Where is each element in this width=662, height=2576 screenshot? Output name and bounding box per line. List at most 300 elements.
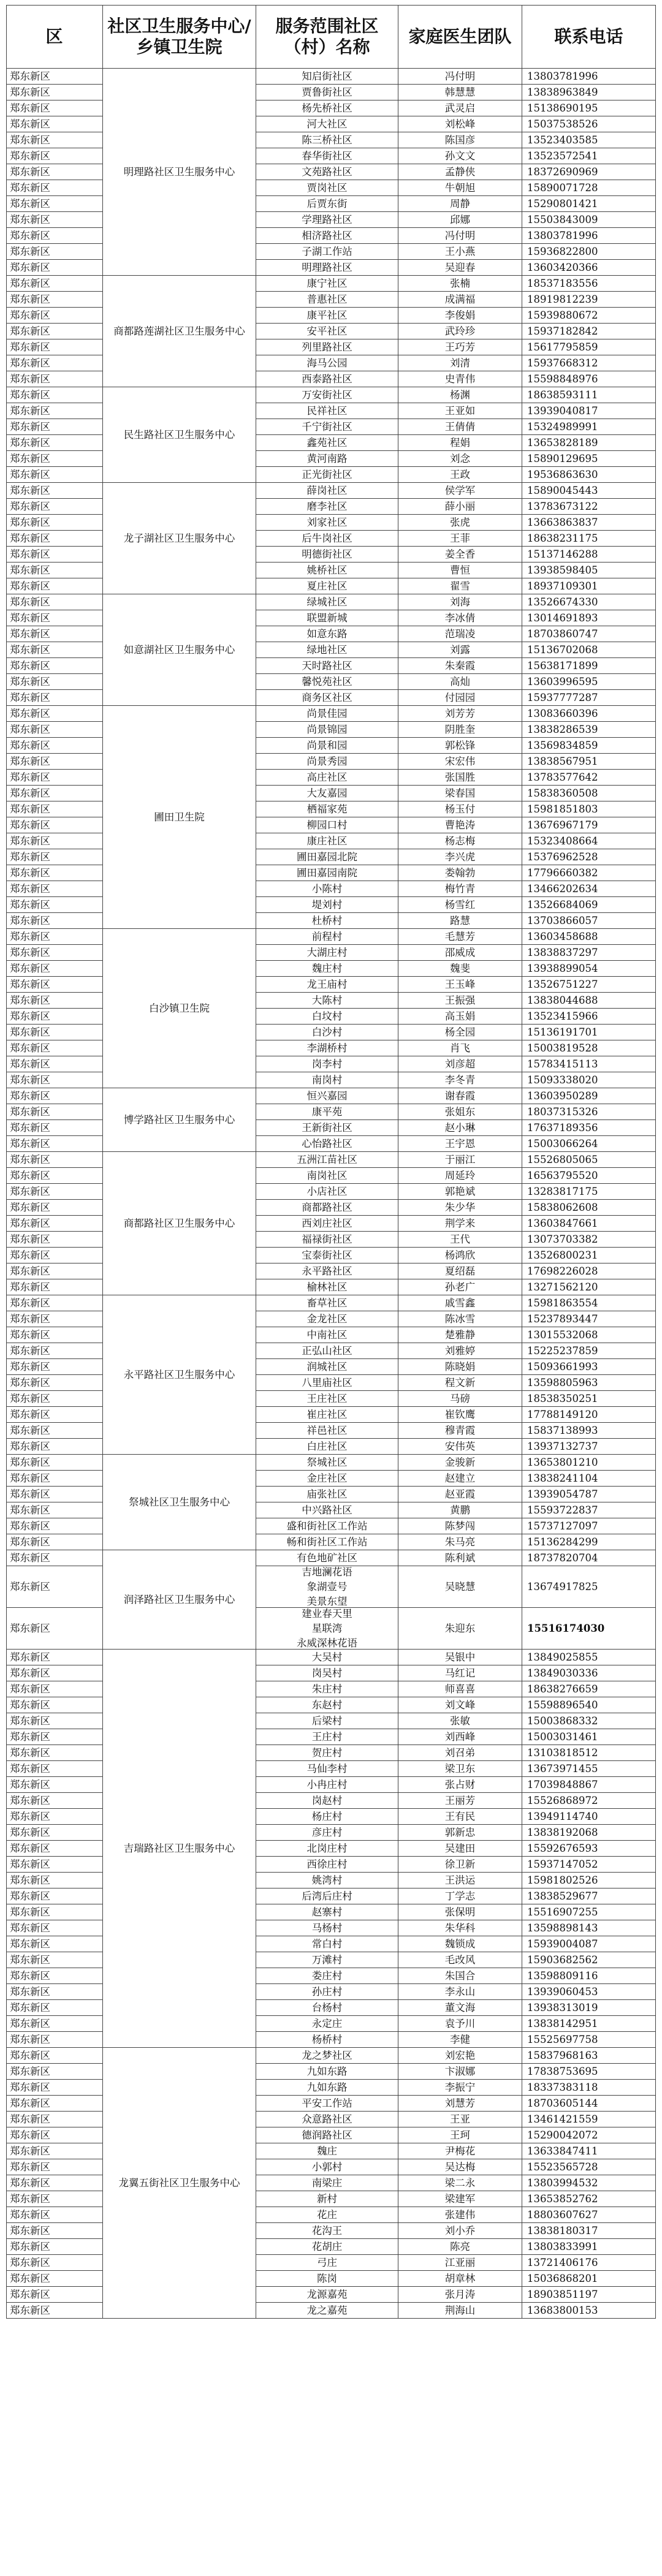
district-cell: 郑东新区 xyxy=(6,1248,103,1263)
community-cell: 白沙村 xyxy=(256,1025,398,1040)
doctor-cell: 黄鹏 xyxy=(398,1502,522,1518)
phone-cell: 13526751227 xyxy=(522,977,656,993)
doctor-cell: 梁春国 xyxy=(398,786,522,801)
phone-cell: 13838567951 xyxy=(522,754,656,770)
district-cell: 郑东新区 xyxy=(6,531,103,547)
doctor-cell: 刘松峰 xyxy=(398,116,522,132)
community-cell: 海马公园 xyxy=(256,355,398,371)
community-cell: 马仙李村 xyxy=(256,1761,398,1777)
community-cell: 姚湾村 xyxy=(256,1873,398,1888)
doctor-cell: 吴达梅 xyxy=(398,2159,522,2175)
doctor-cell: 孙老广 xyxy=(398,1279,522,1295)
community-cell: 畅和街社区工作站 xyxy=(256,1534,398,1550)
community-cell: 魏庄村 xyxy=(256,961,398,977)
district-cell: 郑东新区 xyxy=(6,1681,103,1697)
community-cell: 馨悦苑社区 xyxy=(256,674,398,690)
community-cell: 子湖工作站 xyxy=(256,244,398,260)
district-cell: 郑东新区 xyxy=(6,1904,103,1920)
doctor-cell: 楚雅静 xyxy=(398,1327,522,1343)
community-cell: 磨李社区 xyxy=(256,499,398,515)
community-cell: 姚桥社区 xyxy=(256,563,398,578)
phone-cell: 15136284299 xyxy=(522,1534,656,1550)
community-name-line: 建业春天里 xyxy=(302,1608,352,1619)
phone-cell: 13603996595 xyxy=(522,674,656,690)
community-cell: 杨先桥社区 xyxy=(256,100,398,116)
phone-cell: 15136191701 xyxy=(522,1025,656,1040)
community-cell: 大陈村 xyxy=(256,993,398,1009)
doctor-cell: 武灵启 xyxy=(398,100,522,116)
district-cell: 郑东新区 xyxy=(6,993,103,1009)
district-cell: 郑东新区 xyxy=(6,292,103,308)
doctor-cell: 朱迎东 xyxy=(398,1608,522,1650)
doctor-cell: 孟静侠 xyxy=(398,164,522,180)
doctor-cell: 刘慧芳 xyxy=(398,2096,522,2112)
doctor-cell: 崔钦鹰 xyxy=(398,1407,522,1423)
doctor-cell: 王小燕 xyxy=(398,244,522,260)
doctor-cell: 王振强 xyxy=(398,993,522,1009)
community-cell: 千宁街社区 xyxy=(256,419,398,435)
district-cell: 郑东新区 xyxy=(6,706,103,722)
phone-cell: 17039848867 xyxy=(522,1777,656,1793)
district-cell: 郑东新区 xyxy=(6,2191,103,2207)
community-cell: 贺庄村 xyxy=(256,1745,398,1761)
community-cell: 堤刘村 xyxy=(256,897,398,913)
phone-cell: 13526684069 xyxy=(522,897,656,913)
center-name-cell: 龙子湖社区卫生服务中心 xyxy=(103,483,256,594)
doctor-cell: 朱秦霞 xyxy=(398,658,522,674)
phone-cell: 15937777287 xyxy=(522,690,656,706)
community-cell xyxy=(256,1608,398,1650)
community-cell: 万滩村 xyxy=(256,1952,398,1968)
doctor-cell: 袁予川 xyxy=(398,2016,522,2032)
phone-cell: 15890129695 xyxy=(522,451,656,467)
doctor-cell: 周静 xyxy=(398,196,522,212)
community-cell: 康宁社区 xyxy=(256,276,398,292)
doctor-cell: 翟雪 xyxy=(398,578,522,594)
phone-cell: 15003066264 xyxy=(522,1136,656,1152)
doctor-cell: 魏斐 xyxy=(398,961,522,977)
phone-cell: 13937132737 xyxy=(522,1439,656,1455)
district-cell: 郑东新区 xyxy=(6,1056,103,1072)
phone-cell: 13653852762 xyxy=(522,2191,656,2207)
doctor-cell: 冯付明 xyxy=(398,228,522,244)
doctor-cell: 刘彦超 xyxy=(398,1056,522,1072)
center-name-cell: 商都路社区卫生服务中心 xyxy=(103,1152,256,1295)
doctor-cell: 梁二永 xyxy=(398,2175,522,2191)
district-cell: 郑东新区 xyxy=(6,1152,103,1168)
community-cell: 天时路社区 xyxy=(256,658,398,674)
district-cell: 郑东新区 xyxy=(6,786,103,801)
community-cell: 尚景和园 xyxy=(256,738,398,754)
community-cell: 陈岗 xyxy=(256,2271,398,2287)
doctor-cell: 曹恒 xyxy=(398,563,522,578)
district-cell: 郑东新区 xyxy=(6,547,103,563)
doctor-cell: 魏锁成 xyxy=(398,1936,522,1952)
community-name-line: 星联湾 xyxy=(311,1622,343,1634)
doctor-cell: 尹梅花 xyxy=(398,2143,522,2159)
doctor-cell: 王倩倩 xyxy=(398,419,522,435)
district-cell: 郑东新区 xyxy=(6,1407,103,1423)
phone-cell: 13838180317 xyxy=(522,2223,656,2239)
community-cell: 王新街社区 xyxy=(256,1120,398,1136)
center-name-cell: 明理路社区卫生服务中心 xyxy=(103,69,256,276)
phone-cell: 13721406176 xyxy=(522,2255,656,2271)
community-cell: 鑫苑社区 xyxy=(256,435,398,451)
phone-cell: 15937182842 xyxy=(522,324,656,339)
doctor-cell: 赵亚霞 xyxy=(398,1487,522,1502)
community-name-line: 美景东望 xyxy=(306,1595,348,1607)
community-cell: 春华街社区 xyxy=(256,148,398,164)
community-cell: 有色地矿社区 xyxy=(256,1550,398,1566)
phone-cell: 15593722837 xyxy=(522,1502,656,1518)
district-cell: 郑东新区 xyxy=(6,2000,103,2016)
district-cell: 郑东新区 xyxy=(6,578,103,594)
community-cell: 新村 xyxy=(256,2191,398,2207)
doctor-cell: 吴银中 xyxy=(398,1650,522,1665)
phone-cell: 13803833991 xyxy=(522,2239,656,2255)
phone-cell: 13603950289 xyxy=(522,1088,656,1104)
phone-cell: 15903682562 xyxy=(522,1952,656,1968)
community-cell: 龙王庙村 xyxy=(256,977,398,993)
phone-cell: 15323408664 xyxy=(522,833,656,849)
doctor-cell: 朱华科 xyxy=(398,1920,522,1936)
doctor-cell: 穆青霞 xyxy=(398,1423,522,1439)
community-cell: 如意东路 xyxy=(256,626,398,642)
doctor-cell: 刘宏艳 xyxy=(398,2048,522,2064)
doctor-cell: 周延玲 xyxy=(398,1168,522,1184)
community-cell: 盛和街社区工作站 xyxy=(256,1518,398,1534)
district-cell: 郑东新区 xyxy=(6,1793,103,1809)
doctor-cell: 吴建田 xyxy=(398,1841,522,1857)
doctor-cell: 王亚如 xyxy=(398,403,522,419)
community-name-line: 吉地澜花语 xyxy=(302,1566,352,1578)
phone-cell: 18372690969 xyxy=(522,164,656,180)
phone-cell: 13103818512 xyxy=(522,1745,656,1761)
phone-cell: 15003031461 xyxy=(522,1729,656,1745)
district-cell: 郑东新区 xyxy=(6,1327,103,1343)
community-cell: 文苑路社区 xyxy=(256,164,398,180)
community-cell: 庙张社区 xyxy=(256,1487,398,1502)
district-cell: 郑东新区 xyxy=(6,1729,103,1745)
phone-cell: 13653801210 xyxy=(522,1455,656,1471)
center-name-cell: 商都路莲湖社区卫生服务中心 xyxy=(103,276,256,387)
doctor-cell: 史青伟 xyxy=(398,371,522,387)
community-cell: 榆林社区 xyxy=(256,1279,398,1295)
phone-cell: 15981863554 xyxy=(522,1295,656,1311)
phone-cell: 15838062608 xyxy=(522,1200,656,1216)
district-cell: 郑东新区 xyxy=(6,1713,103,1729)
phone-cell: 13014691893 xyxy=(522,610,656,626)
community-cell: 贾岗社区 xyxy=(256,180,398,196)
community-cell: 金庄社区 xyxy=(256,1471,398,1487)
district-cell: 郑东新区 xyxy=(6,1200,103,1216)
center-name-cell: 博学路社区卫生服务中心 xyxy=(103,1088,256,1152)
district-cell: 郑东新区 xyxy=(6,1745,103,1761)
phone-cell: 13803781996 xyxy=(522,69,656,85)
doctor-cell: 杨玉付 xyxy=(398,801,522,817)
phone-cell: 15093338020 xyxy=(522,1072,656,1088)
phone-cell: 13673971455 xyxy=(522,1761,656,1777)
doctor-cell: 董文海 xyxy=(398,2000,522,2016)
doctor-cell: 于丽江 xyxy=(398,1152,522,1168)
community-cell: 台杨村 xyxy=(256,2000,398,2016)
phone-cell: 18903851197 xyxy=(522,2287,656,2303)
district-cell: 郑东新区 xyxy=(6,116,103,132)
district-cell: 郑东新区 xyxy=(6,403,103,419)
phone-cell: 15981851803 xyxy=(522,801,656,817)
phone-cell: 18538350251 xyxy=(522,1391,656,1407)
district-cell: 郑东新区 xyxy=(6,945,103,961)
phone-cell: 13783577642 xyxy=(522,770,656,786)
doctor-cell: 曹艳涛 xyxy=(398,817,522,833)
phone-cell: 15783415113 xyxy=(522,1056,656,1072)
doctor-cell: 薛小丽 xyxy=(398,499,522,515)
community-cell: 商务区社区 xyxy=(256,690,398,706)
district-cell: 郑东新区 xyxy=(6,961,103,977)
phone-cell: 15837968163 xyxy=(522,2048,656,2064)
district-cell: 郑东新区 xyxy=(6,308,103,324)
district-cell: 郑东新区 xyxy=(6,1518,103,1534)
district-cell: 郑东新区 xyxy=(6,1825,103,1841)
doctor-cell: 荆海山 xyxy=(398,2303,522,2319)
community-cell: 后湾后庄村 xyxy=(256,1888,398,1904)
phone-cell: 13838241104 xyxy=(522,1471,656,1487)
phone-cell: 13526674330 xyxy=(522,594,656,610)
district-cell: 郑东新区 xyxy=(6,626,103,642)
district-cell: 郑东新区 xyxy=(6,1439,103,1455)
community-cell: 娄庄村 xyxy=(256,1968,398,1984)
community-cell: 小店社区 xyxy=(256,1184,398,1200)
community-cell: 永平路社区 xyxy=(256,1263,398,1279)
district-cell: 郑东新区 xyxy=(6,1295,103,1311)
phone-cell: 13938899054 xyxy=(522,961,656,977)
community-cell: 列里路社区 xyxy=(256,339,398,355)
phone-cell: 15003868332 xyxy=(522,1713,656,1729)
community-cell: 杜桥村 xyxy=(256,913,398,929)
district-cell: 郑东新区 xyxy=(6,977,103,993)
doctor-cell: 娄翰勃 xyxy=(398,865,522,881)
doctor-cell: 陈国彦 xyxy=(398,132,522,148)
doctor-cell: 赵小琳 xyxy=(398,1120,522,1136)
community-cell: 前程村 xyxy=(256,929,398,945)
center-name-cell: 永平路社区卫生服务中心 xyxy=(103,1295,256,1455)
phone-cell: 15036868201 xyxy=(522,2271,656,2287)
community-cell: 康庄社区 xyxy=(256,833,398,849)
phone-cell: 15890045443 xyxy=(522,483,656,499)
doctor-cell: 刘西峰 xyxy=(398,1729,522,1745)
district-cell: 郑东新区 xyxy=(6,483,103,499)
community-cell: 尚景佳园 xyxy=(256,706,398,722)
phone-cell: 18937109301 xyxy=(522,578,656,594)
phone-cell: 15937668312 xyxy=(522,355,656,371)
district-cell: 郑东新区 xyxy=(6,1857,103,1873)
district-cell: 郑东新区 xyxy=(6,515,103,531)
center-name-cell: 圃田卫生院 xyxy=(103,706,256,929)
community-cell: 南梁庄 xyxy=(256,2175,398,2191)
district-cell: 郑东新区 xyxy=(6,355,103,371)
district-cell: 郑东新区 xyxy=(6,1566,103,1608)
district-cell: 郑东新区 xyxy=(6,594,103,610)
doctor-cell: 王亚 xyxy=(398,2112,522,2127)
doctor-cell: 孙文文 xyxy=(398,148,522,164)
doctor-cell: 朱马亮 xyxy=(398,1534,522,1550)
district-cell: 郑东新区 xyxy=(6,817,103,833)
doctor-cell: 刘小乔 xyxy=(398,2223,522,2239)
district-cell: 郑东新区 xyxy=(6,2112,103,2127)
community-cell: 薛岗社区 xyxy=(256,483,398,499)
phone-cell: 13783673122 xyxy=(522,499,656,515)
doctor-cell: 刘雅婷 xyxy=(398,1343,522,1359)
community-name-line: 象湖壹号 xyxy=(306,1580,348,1593)
district-cell: 郑东新区 xyxy=(6,324,103,339)
phone-cell: 15837138993 xyxy=(522,1423,656,1439)
district-cell: 郑东新区 xyxy=(6,1391,103,1407)
district-cell: 郑东新区 xyxy=(6,1136,103,1152)
district-cell: 郑东新区 xyxy=(6,1423,103,1439)
doctor-cell: 谢春霞 xyxy=(398,1088,522,1104)
phone-cell: 13083660396 xyxy=(522,706,656,722)
district-cell: 郑东新区 xyxy=(6,674,103,690)
district-cell: 郑东新区 xyxy=(6,2175,103,2191)
phone-cell: 13598805963 xyxy=(522,1375,656,1391)
community-cell: 龙源嘉苑 xyxy=(256,2287,398,2303)
district-cell: 郑东新区 xyxy=(6,2096,103,2112)
doctor-cell: 陈亮 xyxy=(398,2239,522,2255)
doctor-cell: 姜全香 xyxy=(398,547,522,563)
phone-cell: 15324989991 xyxy=(522,419,656,435)
doctor-cell: 李振宁 xyxy=(398,2080,522,2096)
district-cell: 郑东新区 xyxy=(6,1263,103,1279)
district-cell: 郑东新区 xyxy=(6,1777,103,1793)
doctor-cell: 王菲 xyxy=(398,531,522,547)
phone-cell: 15939004087 xyxy=(522,1936,656,1952)
community-cell: 西刘庄社区 xyxy=(256,1216,398,1232)
community-cell: 西泰路社区 xyxy=(256,371,398,387)
community-cell xyxy=(256,1566,398,1608)
phone-cell: 18803607627 xyxy=(522,2207,656,2223)
doctor-cell: 李冰倩 xyxy=(398,610,522,626)
center-name-cell: 润泽路社区卫生服务中心 xyxy=(103,1550,256,1650)
district-cell: 郑东新区 xyxy=(6,690,103,706)
doctor-cell: 侯学军 xyxy=(398,483,522,499)
community-cell: 九如东路 xyxy=(256,2080,398,2096)
community-cell: 知启街社区 xyxy=(256,69,398,85)
contact-table xyxy=(6,5,656,2572)
phone-cell: 15598896540 xyxy=(522,1697,656,1713)
doctor-cell: 宋宏伟 xyxy=(398,754,522,770)
community-cell: 南岗社区 xyxy=(256,1168,398,1184)
community-cell: 万安街社区 xyxy=(256,387,398,403)
community-cell: 民祥社区 xyxy=(256,403,398,419)
community-cell: 杨桥村 xyxy=(256,2032,398,2048)
doctor-cell: 江亚丽 xyxy=(398,2255,522,2271)
community-cell: 小陈村 xyxy=(256,881,398,897)
doctor-cell: 赵建立 xyxy=(398,1471,522,1487)
doctor-cell: 吴迎春 xyxy=(398,260,522,276)
phone-cell: 13939060453 xyxy=(522,1984,656,2000)
district-cell: 郑东新区 xyxy=(6,1809,103,1825)
district-cell: 郑东新区 xyxy=(6,2048,103,2064)
phone-cell: 13603458688 xyxy=(522,929,656,945)
doctor-cell: 张楠 xyxy=(398,276,522,292)
phone-cell: 17788149120 xyxy=(522,1407,656,1423)
community-cell: 赵寨村 xyxy=(256,1904,398,1920)
phone-cell: 17838753695 xyxy=(522,2064,656,2080)
community-cell: 圃田嘉园南院 xyxy=(256,865,398,881)
community-cell: 李湖桥村 xyxy=(256,1040,398,1056)
doctor-cell: 杨全园 xyxy=(398,1025,522,1040)
community-cell: 彦庄村 xyxy=(256,1825,398,1841)
phone-cell: 15376962528 xyxy=(522,849,656,865)
community-cell: 刘家社区 xyxy=(256,515,398,531)
phone-cell: 18037315326 xyxy=(522,1104,656,1120)
phone-cell: 13283817175 xyxy=(522,1184,656,1200)
phone-cell: 18638231175 xyxy=(522,531,656,547)
header-doctor-team: 家庭医生团队 xyxy=(398,5,522,69)
phone-cell: 13663863837 xyxy=(522,515,656,531)
district-cell: 郑东新区 xyxy=(6,1487,103,1502)
community-cell: 明德街社区 xyxy=(256,547,398,563)
community-cell: 大湖庄村 xyxy=(256,945,398,961)
doctor-cell: 梁卫东 xyxy=(398,1761,522,1777)
district-cell: 郑东新区 xyxy=(6,1650,103,1665)
community-cell: 白庄社区 xyxy=(256,1439,398,1455)
district-cell: 郑东新区 xyxy=(6,69,103,85)
community-cell: 康平社区 xyxy=(256,308,398,324)
doctor-cell: 程文新 xyxy=(398,1375,522,1391)
district-cell: 郑东新区 xyxy=(6,1888,103,1904)
doctor-cell: 梁建军 xyxy=(398,2191,522,2207)
district-cell: 郑东新区 xyxy=(6,1359,103,1375)
community-cell: 正光街社区 xyxy=(256,467,398,483)
doctor-cell: 马磅 xyxy=(398,1391,522,1407)
doctor-cell: 王政 xyxy=(398,467,522,483)
header-district: 区 xyxy=(6,5,103,69)
doctor-cell: 梅竹青 xyxy=(398,881,522,897)
phone-cell: 15225237859 xyxy=(522,1343,656,1359)
district-cell: 郑东新区 xyxy=(6,228,103,244)
phone-cell: 15890071728 xyxy=(522,180,656,196)
doctor-cell: 卞淑娜 xyxy=(398,2064,522,2080)
doctor-cell: 陈利斌 xyxy=(398,1550,522,1566)
phone-cell: 15526868972 xyxy=(522,1793,656,1809)
phone-cell: 13683800153 xyxy=(522,2303,656,2319)
doctor-cell: 王巧芳 xyxy=(398,339,522,355)
phone-cell: 13676967179 xyxy=(522,817,656,833)
phone-cell: 13849030336 xyxy=(522,1665,656,1681)
community-cell: 八里庙社区 xyxy=(256,1375,398,1391)
phone-cell: 18638593111 xyxy=(522,387,656,403)
district-cell: 郑东新区 xyxy=(6,276,103,292)
phone-cell: 13073703382 xyxy=(522,1232,656,1248)
doctor-cell: 李兴虎 xyxy=(398,849,522,865)
phone-cell: 15516174030 xyxy=(522,1608,656,1650)
district-cell: 郑东新区 xyxy=(6,1009,103,1025)
doctor-cell: 刘念 xyxy=(398,451,522,467)
district-cell: 郑东新区 xyxy=(6,2032,103,2048)
phone-cell: 13838192068 xyxy=(522,1825,656,1841)
district-cell: 郑东新区 xyxy=(6,849,103,865)
phone-cell: 15592676593 xyxy=(522,1841,656,1857)
community-name-line: 永威深林花语 xyxy=(297,1637,357,1649)
district-cell: 郑东新区 xyxy=(6,658,103,674)
doctor-cell: 王丽芳 xyxy=(398,1793,522,1809)
district-cell: 郑东新区 xyxy=(6,2016,103,2032)
doctor-cell: 王洪运 xyxy=(398,1873,522,1888)
district-cell: 郑东新区 xyxy=(6,1697,103,1713)
district-cell: 郑东新区 xyxy=(6,1184,103,1200)
center-name-cell: 民生路社区卫生服务中心 xyxy=(103,387,256,483)
